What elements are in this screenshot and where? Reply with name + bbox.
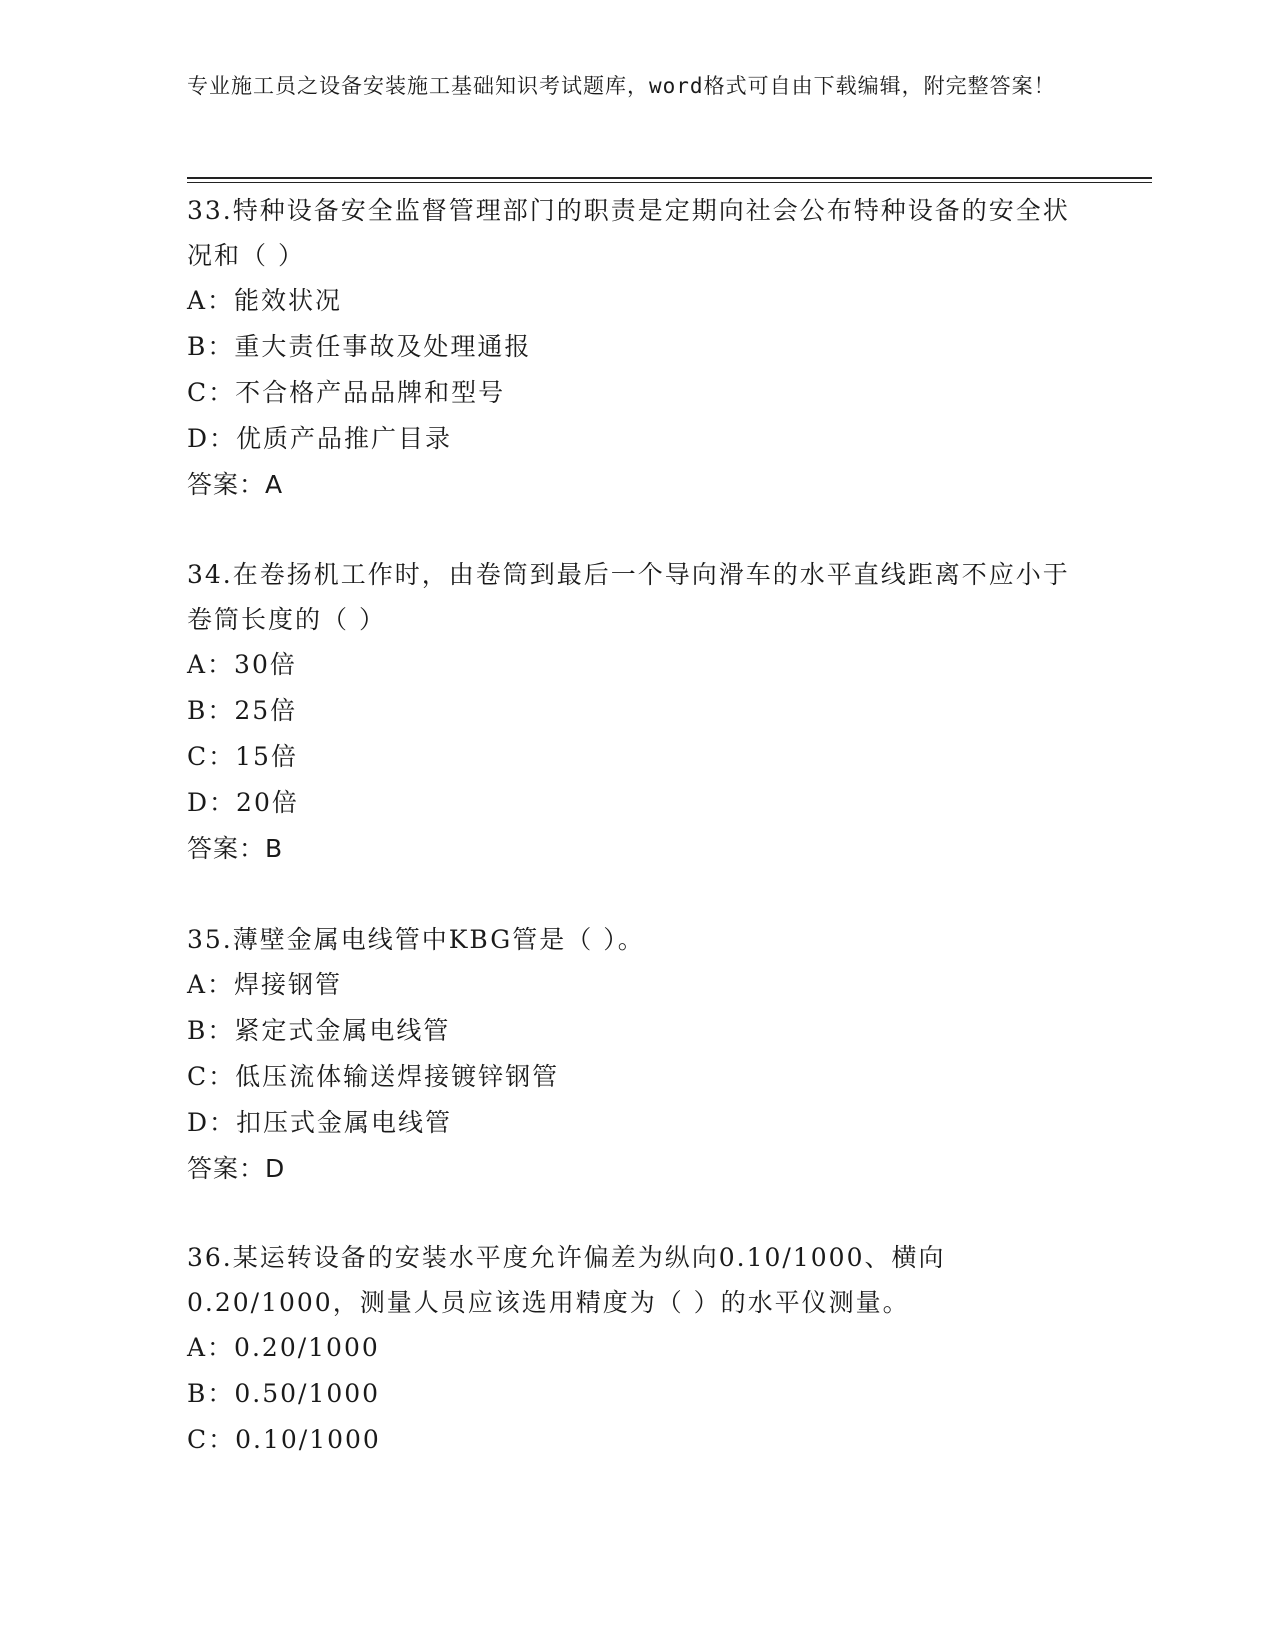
option-c: C：低压流体输送焊接镀锌钢管 (187, 1062, 560, 1091)
header-divider-thick (187, 177, 1152, 179)
option-a: A：焊接钢管 (187, 970, 343, 999)
option-d: D：优质产品推广目录 (187, 424, 453, 453)
option-c: C：不合格产品品牌和型号 (187, 378, 506, 407)
question-35 (187, 917, 1087, 1192)
question-36 (187, 1235, 1087, 1463)
option-c: C：0.10/1000 (187, 1425, 381, 1454)
option-b: B：重大责任事故及处理通报 (187, 332, 532, 361)
answer: 答案：B (187, 834, 284, 863)
option-a: A：0.20/1000 (187, 1333, 380, 1362)
option-b: B：紧定式金属电线管 (187, 1016, 451, 1045)
document-header: 专业施工员之设备安装施工基础知识考试题库，word格式可自由下载编辑，附完整答案！ (187, 74, 1056, 98)
option-a: A：30倍 (187, 650, 297, 679)
option-b: B：25倍 (187, 696, 298, 725)
option-b: B：0.50/1000 (187, 1379, 381, 1408)
option-c: C：15倍 (187, 742, 298, 771)
option-a: A：能效状况 (187, 286, 343, 315)
question-stem: 36.某运转设备的安装水平度允许偏差为纵向0.10/1000、横向0.20/1000，测量人员应该选用精度为（ ）的水平仪测量。 (187, 1243, 946, 1317)
question-stem: 35.薄壁金属电线管中KBG管是（ ）。 (187, 925, 645, 954)
answer: 答案：A (187, 470, 284, 499)
option-d: D：20倍 (187, 788, 299, 817)
answer: 答案：D (187, 1154, 286, 1183)
question-34 (187, 552, 1087, 872)
question-stem: 34.在卷扬机工作时，由卷筒到最后一个导向滑车的水平直线距离不应小于卷筒长度的（ ） (187, 560, 1070, 634)
question-33 (187, 188, 1087, 508)
question-stem: 33.特种设备安全监督管理部门的职责是定期向社会公布特种设备的安全状况和（ ） (187, 196, 1070, 270)
header-divider-thin (187, 182, 1152, 183)
option-d: D：扣压式金属电线管 (187, 1108, 453, 1137)
